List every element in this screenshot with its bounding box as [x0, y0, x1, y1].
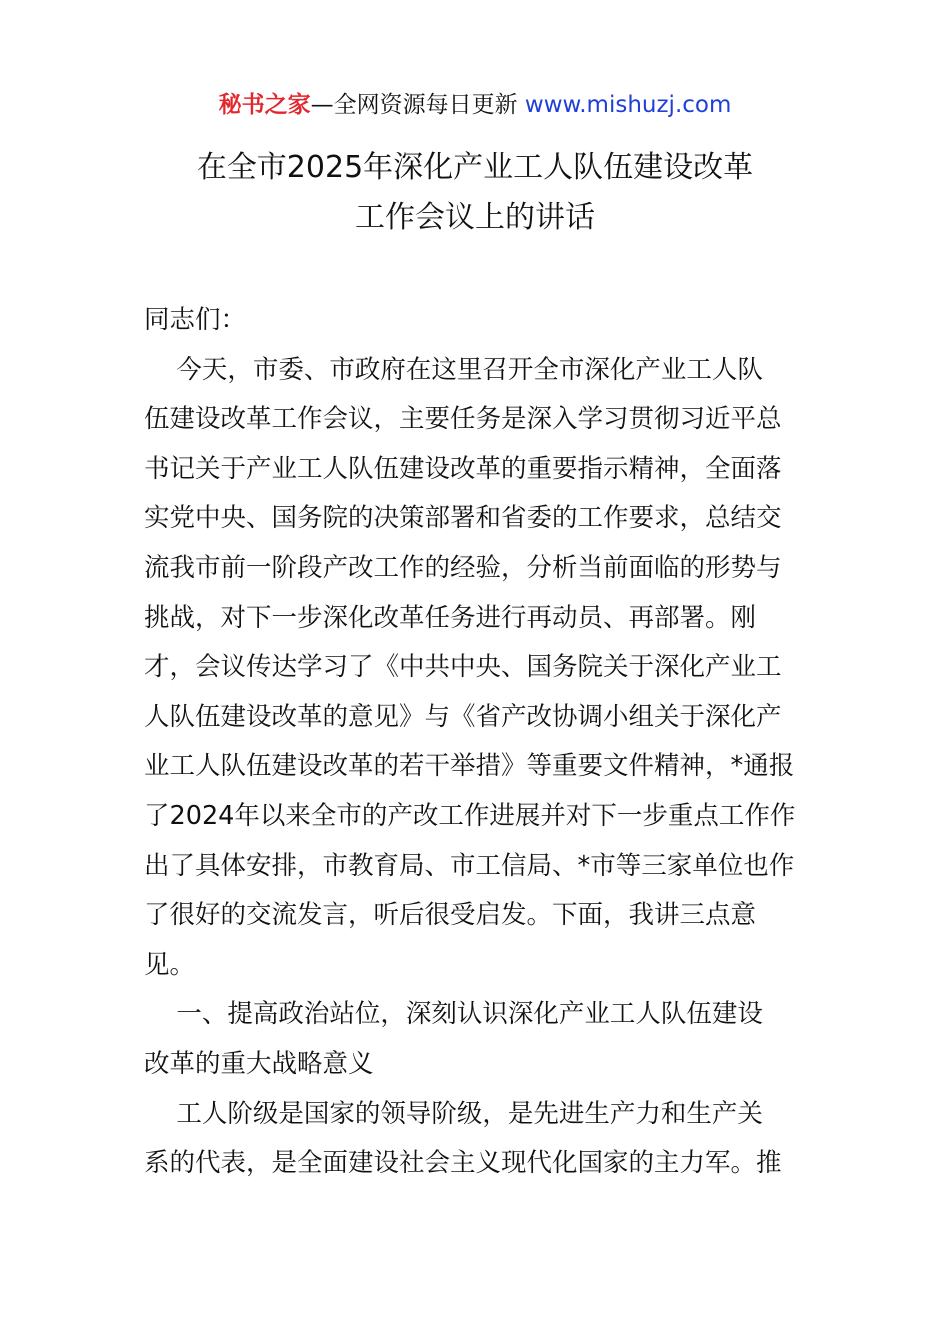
document-title-line-2: 工作会议上的讲话 [355, 200, 595, 235]
header-tagline: —全网资源每日更新 [310, 92, 525, 118]
body-line: 系的代表，是全面建设社会主义现代化国家的主力军。推 [144, 1148, 782, 1179]
body-line: 了很好的交流发言，听后很受启发。下面，我讲三点意 [144, 900, 757, 931]
body-line: 见。 [144, 949, 196, 980]
section-heading-line: 一、提高政治站位，深刻认识深化产业工人队伍建设 [144, 999, 763, 1030]
site-url-link[interactable]: www.mishuzj.com [524, 92, 732, 118]
body-line: 书记关于产业工人队伍建设改革的重要指示精神，全面落 [144, 453, 782, 484]
section-heading-line: 改革的重大战略意义 [144, 1048, 374, 1079]
body-line: 流我市前一阶段产改工作的经验，分析当前面临的形势与 [144, 552, 782, 583]
body-line: 挑战，对下一步深化改革任务进行再动员、再部署。刚 [144, 602, 757, 633]
document-body [144, 296, 814, 1189]
body-line: 出了具体安排，市教育局、市工信局、*市等三家单位也作 [144, 850, 795, 881]
body-line: 伍建设改革工作会议，主要任务是深入学习贯彻习近平总 [144, 404, 782, 435]
body-line: 人队伍建设改革的意见》与《省产改协调小组关于深化产 [144, 701, 782, 732]
document-title-line-1: 在全市2025年深化产业工人队伍建设改革 [196, 150, 754, 185]
brand-name: 秘书之家 [218, 92, 311, 118]
salutation: 同志们： [144, 305, 247, 335]
body-line: 业工人队伍建设改革的若干举措》等重要文件精神，*通报 [144, 751, 795, 782]
body-line: 实党中央、国务院的决策部署和省委的工作要求，总结交 [144, 503, 782, 534]
body-line: 工人阶级是国家的领导阶级，是先进生产力和生产关 [144, 1098, 763, 1129]
body-line: 才，会议传达学习了《中共中央、国务院关于深化产业工 [144, 652, 782, 683]
body-line: 今天，市委、市政府在这里召开全市深化产业工人队 [144, 354, 763, 385]
site-header [0, 88, 950, 122]
body-line: 了2024年以来全市的产改工作进展并对下一步重点工作作 [144, 800, 796, 831]
